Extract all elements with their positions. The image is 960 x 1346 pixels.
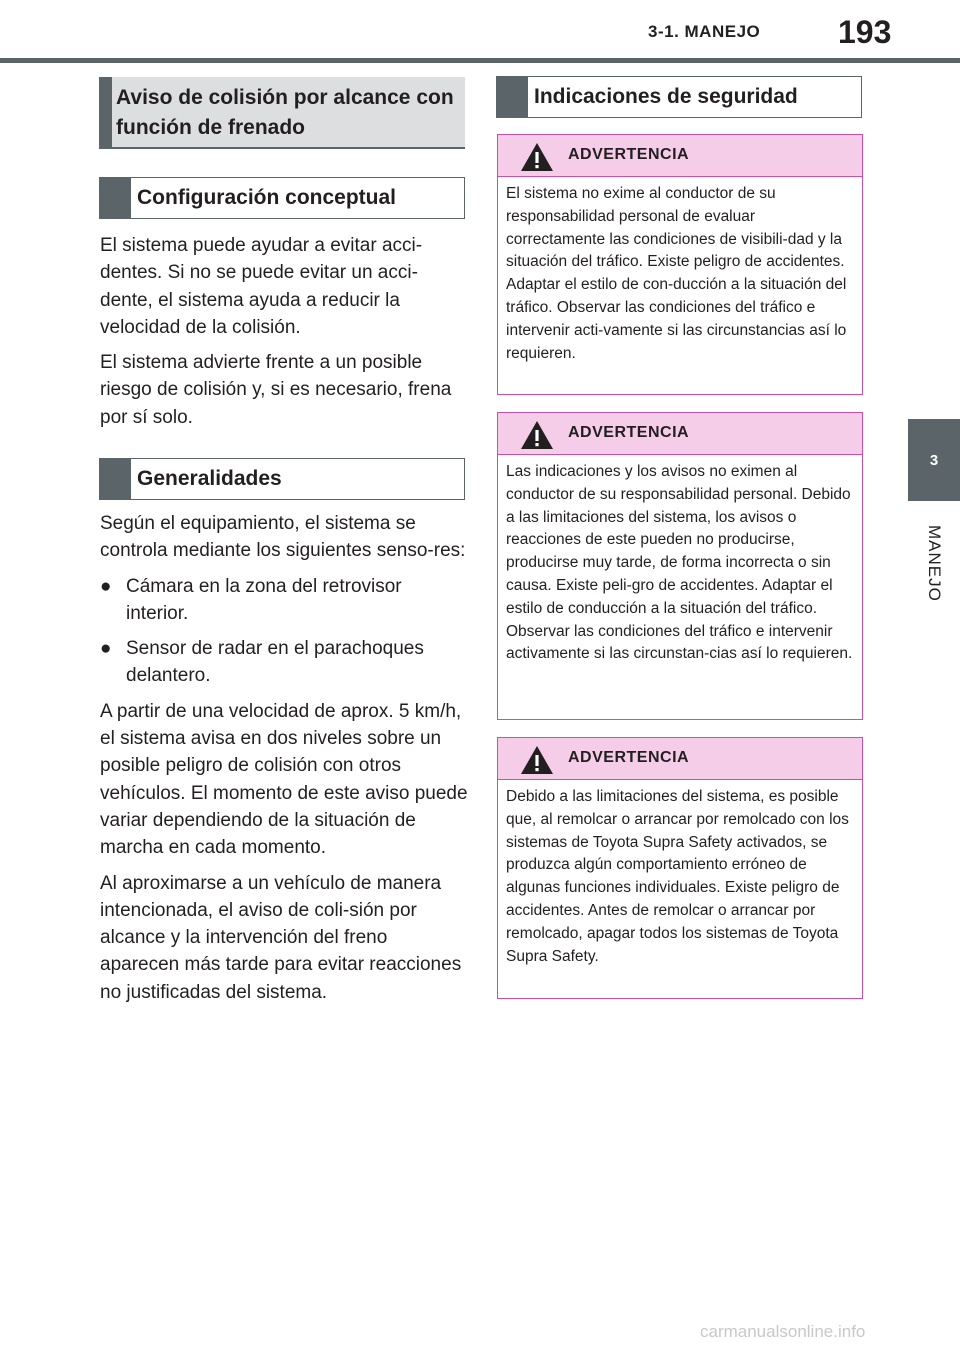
list-item-text: Cámara en la zona del retrovisor interior. bbox=[126, 575, 402, 624]
list-item bbox=[100, 573, 468, 628]
general-paragraph-1: Según el equipamiento, el sistema se controla mediante los siguientes senso-res: bbox=[100, 513, 466, 562]
heading-safety: Indicaciones de seguridad bbox=[534, 85, 798, 108]
header-section-title: 3-1. MANEJO bbox=[648, 22, 761, 41]
heading-general-box bbox=[99, 458, 465, 500]
chapter-label: MANEJO bbox=[925, 524, 944, 602]
watermark: carmanualsonline.info bbox=[700, 1322, 866, 1341]
warning-triangle-icon bbox=[520, 420, 554, 450]
warning-label: ADVERTENCIA bbox=[568, 146, 690, 163]
heading-general: Generalidades bbox=[137, 467, 282, 490]
general-text bbox=[100, 510, 468, 1014]
warning-header bbox=[498, 738, 862, 780]
main-heading: Aviso de colisión por alcance con función de frenado bbox=[116, 86, 454, 139]
heading-bar bbox=[100, 178, 131, 218]
heading-concept-box bbox=[99, 177, 465, 219]
concept-text bbox=[100, 232, 468, 439]
warning-triangle-icon bbox=[520, 745, 554, 775]
warning-box-2 bbox=[497, 412, 863, 720]
chapter-label-container bbox=[908, 518, 960, 608]
bullet-dot-icon: ● bbox=[100, 575, 112, 597]
list-item bbox=[100, 635, 468, 690]
heading-bar bbox=[99, 77, 112, 147]
concept-paragraph-1: El sistema puede ayudar a evitar acci-dentes. Si no se puede evitar un acci-dente, el sistema ayuda a reducir la velocidad de la colisión. bbox=[100, 235, 423, 338]
heading-concept: Configuración conceptual bbox=[137, 186, 397, 209]
main-heading-box bbox=[99, 77, 465, 149]
warning-text: El sistema no exime al conductor de su responsabilidad personal de evaluar correctamente las condiciones de visibili-dad y la situación del tráfico. Existe peligro de accidentes. Adaptar el estilo de con-ducción a la situación del tráfico. Observar las condiciones del tráfico e intervenir acti-vamente si las circunstancias así lo requieren. bbox=[506, 185, 847, 362]
warning-label: ADVERTENCIA bbox=[568, 424, 690, 441]
list-item-text: Sensor de radar en el parachoques delantero. bbox=[126, 638, 424, 687]
bullet-dot-icon: ● bbox=[100, 638, 112, 660]
warning-header bbox=[498, 135, 862, 177]
general-paragraph-2: A partir de una velocidad de aprox. 5 km/h, el sistema avisa en dos niveles sobre un posible peligro de colisión con otros vehículos. El momento de este aviso puede variar dependiendo de la situación de marcha en cada momento. bbox=[100, 700, 468, 859]
concept-paragraph-2: El sistema advierte frente a un posible riesgo de colisión y, si es necesario, frena por sí solo. bbox=[100, 352, 452, 428]
heading-bar bbox=[100, 459, 131, 499]
chapter-tab bbox=[908, 419, 960, 501]
heading-bar bbox=[497, 77, 528, 117]
header-rule bbox=[0, 58, 960, 63]
warning-box-1 bbox=[497, 134, 863, 395]
heading-safety-box bbox=[496, 76, 862, 118]
warning-text: Las indicaciones y los avisos no eximen al conductor de su responsabilidad personal. Debido a las limitaciones del sistema, los avisos o reacciones de este pueden no producirse, producirse muy tarde, de forma incorrecta o sin causa. Existe peli-gro de accidentes. Adaptar el estilo de conducción a la situación del tráfico. Observar las condiciones del tráfico e intervenir activamente si las circunstan-cias así lo requieren. bbox=[506, 463, 853, 663]
warning-triangle-icon bbox=[520, 142, 554, 172]
chapter-number: 3 bbox=[929, 451, 939, 469]
general-paragraph-3: Al aproximarse a un vehículo de manera intencionada, el aviso de coli-sión por alcance y la intervención del freno aparecen más tarde para evitar reacciones no justificadas del sistema. bbox=[100, 872, 462, 1003]
warning-box-3 bbox=[497, 737, 863, 999]
warning-text: Debido a las limitaciones del sistema, es posible que, al remolcar o arrancar por remolcado con los sistemas de Toyota Supra Safety activados, se produzca algún comportamiento erróneo de algunas funciones individuales. Existe peligro de accidentes. Antes de remolcar o arrancar por remolcado, apagar todos los sistemas de Toyota Supra Safety. bbox=[506, 788, 849, 965]
warning-label: ADVERTENCIA bbox=[568, 749, 690, 766]
warning-header bbox=[498, 413, 862, 455]
page-number: 193 bbox=[838, 14, 892, 50]
